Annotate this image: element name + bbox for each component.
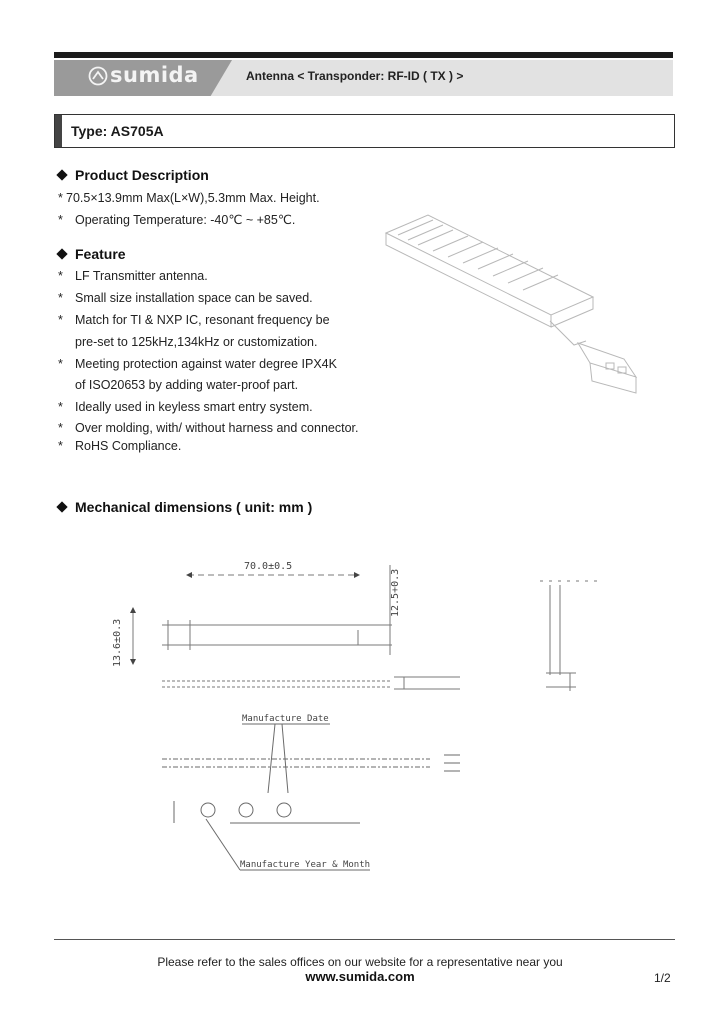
feature-item: [58, 335, 317, 349]
bullet-star: *: [58, 291, 63, 305]
manufacture-year-month-label: Manufacture Year & Month: [240, 860, 371, 870]
feature-item: [58, 357, 337, 371]
bullet-star: *: [58, 213, 63, 227]
bullet-star: *: [58, 439, 63, 453]
header-top-rule: [54, 52, 673, 58]
bullet-star: *: [58, 269, 63, 283]
antenna-illustration: [378, 205, 648, 395]
feature-item: [58, 439, 181, 453]
description-item: [58, 212, 295, 227]
type-box: [54, 114, 675, 148]
bullet-star: *: [58, 357, 63, 371]
product-description-heading: [58, 167, 209, 183]
feature-item: [58, 421, 358, 435]
feature-item: [58, 378, 298, 392]
bullet-star: *: [58, 191, 63, 205]
brand-logo: sumida: [110, 63, 199, 87]
feature-item: [58, 291, 313, 305]
feature-item-text: Meeting protection against water degree IPX4K: [75, 357, 337, 371]
feature-item-text: Small size installation space can be saved.: [75, 291, 313, 305]
feature-heading: [58, 246, 126, 262]
type-label: Type: AS705A: [71, 123, 164, 139]
length-dimension: 70.0±0.5: [244, 561, 293, 572]
width-dimension: 13.6±0.3: [112, 618, 123, 667]
footer-website-link[interactable]: www.sumida.com: [305, 969, 415, 984]
bullet-star: *: [58, 400, 63, 414]
footer-rule: [54, 939, 675, 940]
section-heading-text: Mechanical dimensions ( unit: mm ): [75, 499, 313, 515]
mechanical-heading: [58, 499, 312, 515]
feature-item-text: Ideally used in keyless smart entry system.: [75, 400, 313, 414]
feature-item: [58, 400, 313, 414]
height-dimension: 12.5+0.3: [390, 568, 401, 617]
bullet-star: *: [58, 313, 63, 327]
feature-item-text: of ISO20653 by adding water-proof part.: [75, 378, 299, 392]
section-heading-text: Product Description: [75, 167, 209, 183]
diamond-bullet-icon: [56, 501, 67, 512]
feature-item: [58, 313, 330, 327]
section-heading-text: Feature: [75, 246, 126, 262]
feature-item-text: Match for TI & NXP IC, resonant frequency be: [75, 313, 330, 327]
feature-item-text: LF Transmitter antenna.: [75, 269, 208, 283]
feature-item-text: pre-set to 125kHz,134kHz or customization.: [75, 335, 318, 349]
description-item-text: Operating Temperature: -40℃ ~ +85℃.: [75, 213, 296, 227]
page-number: 1/2: [654, 971, 671, 985]
feature-item: [58, 269, 208, 283]
type-box-accent: [55, 115, 62, 147]
diamond-bullet-icon: [56, 248, 67, 259]
description-item-text: 70.5×13.9mm Max(L×W),5.3mm Max. Height.: [66, 191, 320, 205]
header-title: Antenna < Transponder: RF-ID ( TX ) >: [246, 69, 464, 83]
mechanical-drawing: [100, 545, 620, 885]
bullet-star: *: [58, 421, 63, 435]
manufacture-date-label: Manufacture Date: [242, 714, 329, 724]
diamond-bullet-icon: [56, 169, 67, 180]
feature-item-text: Over molding, with/ without harness and connector.: [75, 421, 359, 435]
footer-note: Please refer to the sales offices on our website for a representative near you: [157, 955, 563, 969]
description-item: [58, 191, 320, 205]
feature-item-text: RoHS Compliance.: [75, 439, 182, 453]
sumida-logo-icon: [88, 66, 108, 86]
